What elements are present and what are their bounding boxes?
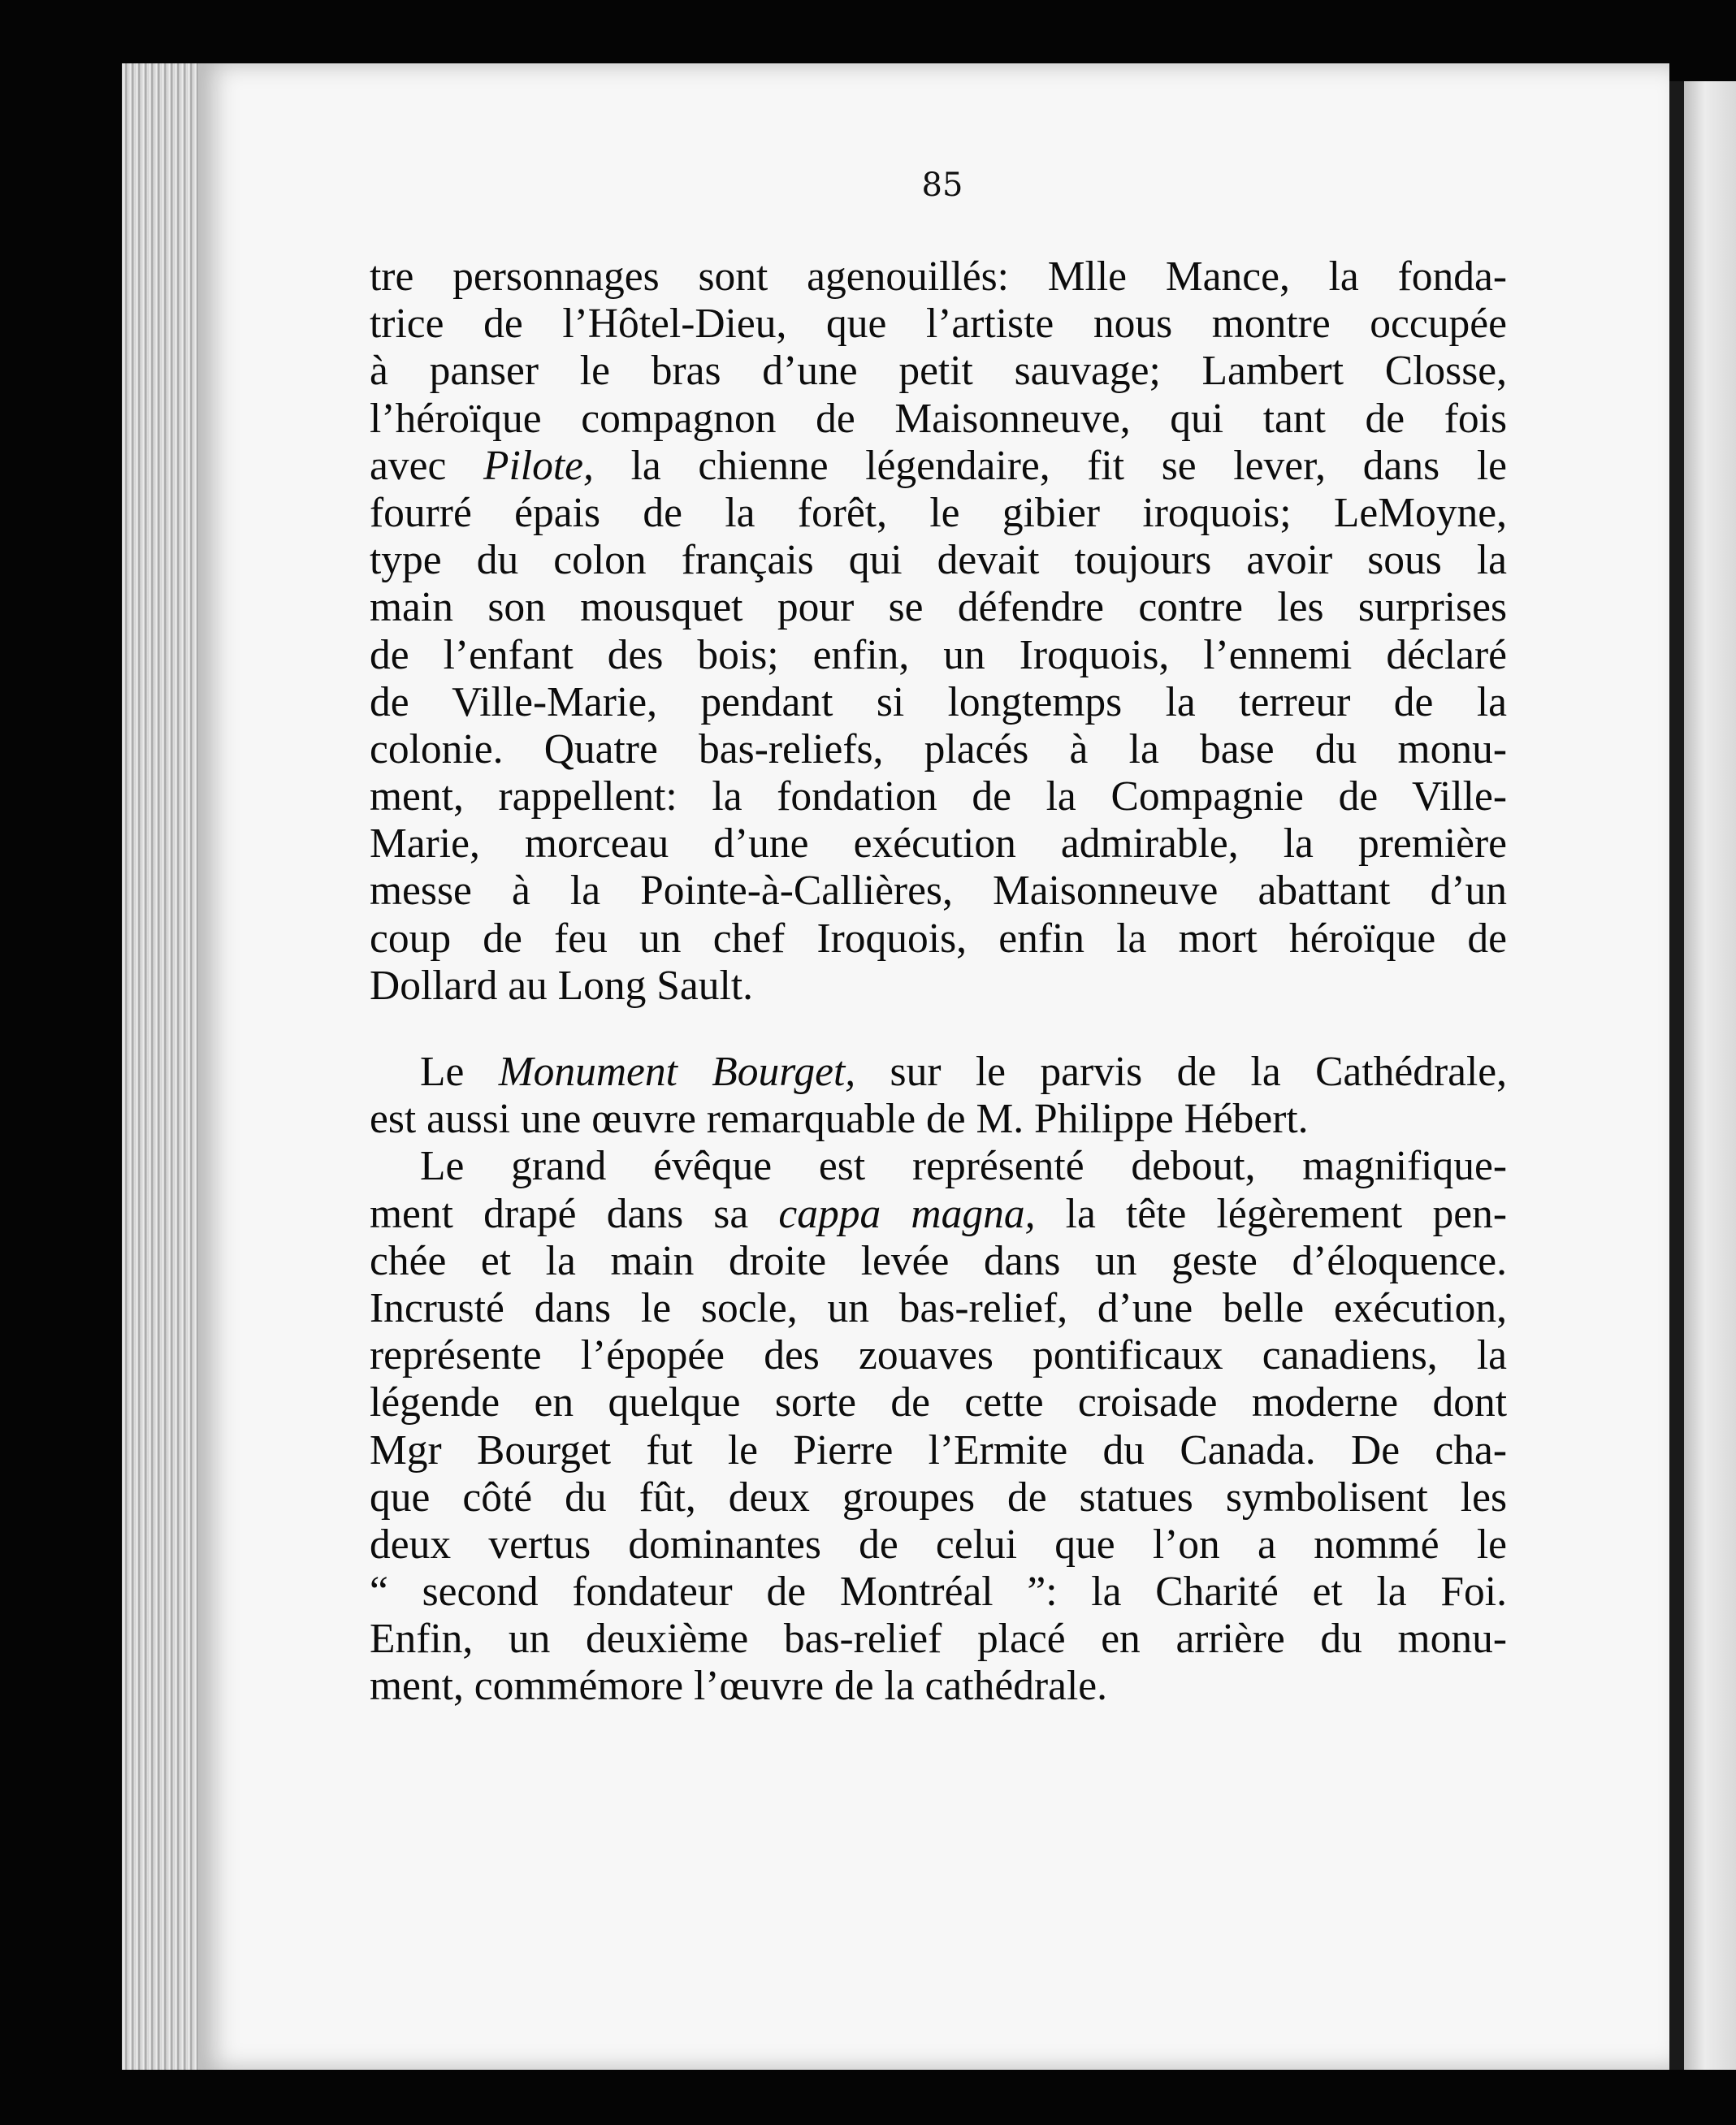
text-line: coup de feu un chef Iroquois, enfin la mort héroïque de — [370, 915, 1507, 962]
paragraph-bishop-statue — [370, 1143, 1507, 1710]
text-line: Le grand évêque est représenté debout, magnifique- — [420, 1143, 1507, 1190]
text-line: Marie, morceau d’une exécution admirable, la première — [370, 820, 1507, 868]
text-line: ment, rappellent: la fondation de la Compagnie de Ville- — [370, 773, 1507, 820]
text-line: que côté du fût, deux groupes de statues symbolisent les — [370, 1474, 1507, 1521]
text-line: à panser le bras d’une petit sauvage; Lambert Closse, — [370, 348, 1507, 395]
text-line: messe à la Pointe-à-Callières, Maisonneuve abattant d’un — [370, 868, 1507, 915]
text-line: de l’enfant des bois; enfin, un Iroquois, l’ennemi déclaré — [370, 631, 1507, 678]
text-line: légende en quelque sorte de cette croisade moderne dont — [370, 1379, 1507, 1426]
text-line: Dollard au Long Sault. — [370, 962, 753, 1009]
text-segment: la tête légèrement pen- — [1035, 1190, 1507, 1237]
text-line: Enfin, un deuxième bas-relief placé en arrière du monu- — [370, 1616, 1507, 1663]
book-gutter-shadow — [1669, 81, 1684, 2088]
text-line: Incrusté dans le socle, un bas-relief, d’une belle exécution, — [370, 1284, 1507, 1331]
page-number: 85 — [921, 167, 963, 204]
text-line: ment, commémore l’œuvre de la cathédrale. — [370, 1663, 1107, 1710]
text-segment: ment drapé dans sa — [370, 1190, 779, 1237]
facing-page-edge — [1684, 81, 1736, 2088]
text-line — [370, 1049, 1507, 1096]
paragraph-gap — [370, 1010, 1507, 1049]
text-line: trice de l’Hôtel-Dieu, que l’artiste nous montre occupée — [370, 301, 1507, 348]
text-segment: avec — [370, 442, 484, 489]
text-line: deux vertus dominantes de celui que l’on a nommé le — [370, 1521, 1507, 1568]
text-line: est aussi une œuvre remarquable de M. Philippe Hébert. — [370, 1096, 1309, 1143]
text-line: type du colon français qui devait toujours avoir sous la — [370, 537, 1507, 584]
book-page-edges — [122, 63, 203, 2070]
text-line — [370, 1191, 1507, 1238]
italic-title-monument-bourget: Monument Bourget, — [498, 1049, 856, 1095]
text-line — [370, 443, 1507, 490]
text-line: colonie. Quatre bas-reliefs, placés à la base du monu- — [370, 725, 1507, 773]
text-line: main son mousquet pour se défendre contre les surprises — [370, 584, 1507, 631]
text-line: chée et la main droite levée dans un geste d’éloquence. — [370, 1237, 1507, 1284]
text-line: l’héroïque compagnon de Maisonneuve, qui tant de fois — [370, 395, 1507, 442]
paragraph-monument-bourget — [370, 1049, 1507, 1143]
text-line: “ second fondateur de Montréal ”: la Charité et la Foi. — [370, 1569, 1507, 1616]
scan-bottom-margin — [0, 2070, 1736, 2125]
text-line: tre personnages sont agenouillés: Mlle Mance, la fonda- — [370, 253, 1507, 300]
text-segment: Le — [420, 1049, 499, 1095]
text-line: fourré épais de la forêt, le gibier iroquois; LeMoyne, — [370, 489, 1507, 536]
italic-term-cappa-magna: cappa magna, — [778, 1190, 1036, 1237]
text-segment: la chienne légendaire, fit se lever, dans le — [593, 442, 1507, 489]
text-segment: sur le parvis de la Cathédrale, — [855, 1049, 1507, 1095]
text-line: de Ville-Marie, pendant si longtemps la terreur de la — [370, 678, 1507, 725]
italic-title-pilote: Pilote, — [483, 442, 594, 489]
page-text — [370, 253, 1507, 1711]
text-line: Mgr Bourget fut le Pierre l’Ermite du Canada. De cha- — [370, 1426, 1507, 1474]
text-line: représente l’épopée des zouaves pontificaux canadiens, la — [370, 1332, 1507, 1379]
paragraph-statue-figures — [370, 253, 1507, 1010]
